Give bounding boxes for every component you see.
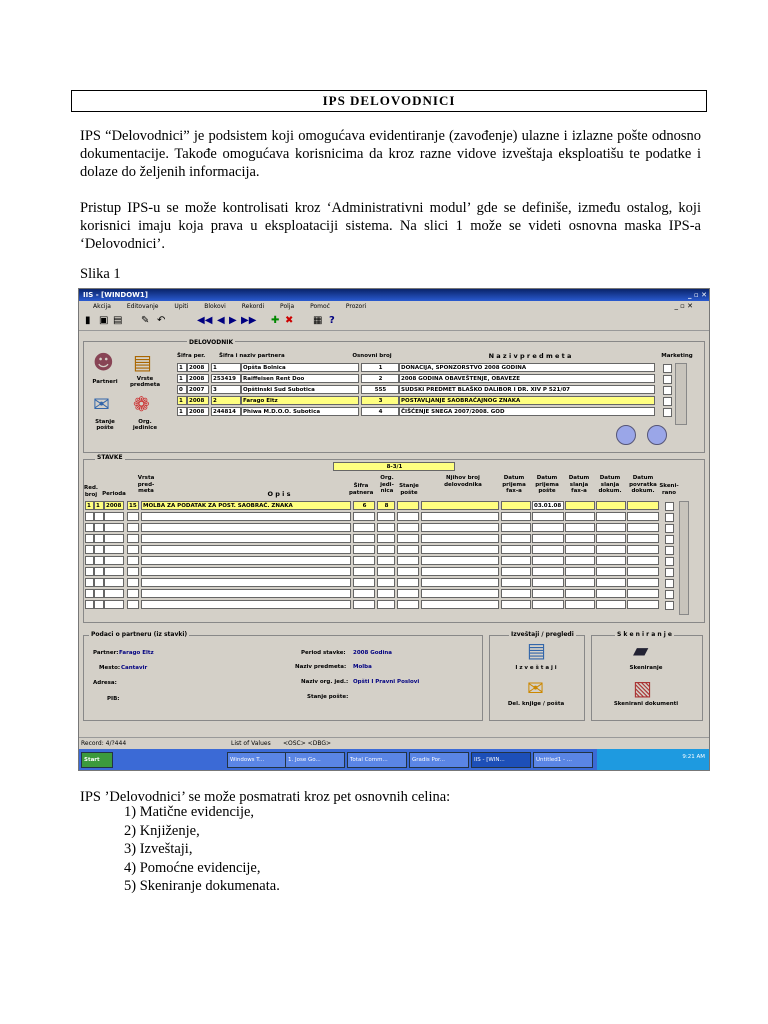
stavka-datum-povratka[interactable] <box>627 501 659 510</box>
stavka-stanje[interactable] <box>397 589 419 598</box>
stavka-sifra[interactable] <box>353 512 375 521</box>
stavka-datum-prijema-poste[interactable] <box>532 534 564 543</box>
mesto-value: Cantavir <box>121 665 148 671</box>
hdr-perioda: Perioda <box>102 491 126 497</box>
row-flag[interactable]: 1 <box>177 396 187 405</box>
list-item: 1) Matične evidencije, <box>124 804 255 820</box>
row-flag[interactable]: 1 <box>177 374 187 383</box>
stavka-datum-slanja-dokum[interactable] <box>596 556 626 565</box>
stavka-sifra[interactable] <box>353 567 375 576</box>
window-title-bar <box>79 289 709 301</box>
row-partner-code[interactable]: 3 <box>211 385 241 394</box>
stavka-broj[interactable] <box>94 545 104 554</box>
hdr-njihov-broj: Njihov broj delovodnika <box>444 475 482 488</box>
row-flag[interactable]: 1 <box>177 407 187 416</box>
celine-list <box>124 803 280 896</box>
taskbar-item[interactable]: Total Comm... <box>347 752 407 768</box>
stavka-broj[interactable] <box>94 589 104 598</box>
stavka-datum-prijema-poste[interactable] <box>532 567 564 576</box>
podaci-title: Podaci o partneru (iz stavki) <box>91 631 188 638</box>
stavka-vrsta[interactable] <box>127 556 139 565</box>
stavka-opis[interactable] <box>141 512 351 521</box>
stavka-broj[interactable]: 1 <box>94 501 104 510</box>
stavka-datum-slanja-dokum[interactable] <box>596 600 626 609</box>
taskbar <box>79 749 709 770</box>
osc-dbg: <OSC> <DBG> <box>283 740 332 747</box>
stavka-opis[interactable] <box>141 534 351 543</box>
stavke-scrollbar[interactable] <box>679 501 689 615</box>
stavka-datum-povratka[interactable] <box>627 600 659 609</box>
pib-label: PIB: <box>107 696 120 702</box>
exit-icon[interactable]: ▮ <box>85 315 91 326</box>
delovodnik-scrollbar[interactable] <box>675 363 687 425</box>
row-partner-code[interactable]: 2 <box>211 396 241 405</box>
stavka-datum-prijema-poste[interactable] <box>532 523 564 532</box>
status-bar <box>79 737 709 749</box>
query-icon[interactable]: ▦ <box>313 315 323 326</box>
stavka-datum-slanja-fax[interactable] <box>565 534 595 543</box>
prev-record-icon[interactable]: ◀ <box>217 315 225 326</box>
insert-record-icon[interactable]: ✚ <box>271 315 280 326</box>
row-osnovni-broj[interactable]: 555 <box>361 385 399 394</box>
stavka-broj[interactable] <box>94 600 104 609</box>
stavka-sifra[interactable] <box>353 600 375 609</box>
marketing-checkbox[interactable] <box>663 375 672 384</box>
partners-icon[interactable]: ☻ <box>93 350 114 374</box>
hdr-red-broj: Red. broj <box>84 485 98 498</box>
izvestaji-button[interactable]: I z v e š t a j i <box>515 665 557 671</box>
stavka-vrsta[interactable] <box>127 534 139 543</box>
hdr-partner: Šifra i naziv partnera <box>219 353 285 359</box>
stavka-red[interactable] <box>85 556 94 565</box>
stavka-datum-slanja-fax[interactable] <box>565 578 595 587</box>
skenirano-checkbox[interactable] <box>665 502 674 511</box>
skenirano-checkbox[interactable] <box>665 557 674 566</box>
stavka-stanje[interactable] <box>397 512 419 521</box>
stavka-datum-prijema-fax[interactable] <box>501 567 531 576</box>
hdr-datum-prijema-fax: Datum prijema fax-a <box>502 475 526 494</box>
stavka-org[interactable]: 8 <box>377 501 395 510</box>
figure-caption: Slika 1 <box>80 266 121 282</box>
row-partner-name[interactable]: Raiffeisen Rent Doo <box>241 374 359 383</box>
hdr-datum-slanja-dokum: Datum slanja dokum. <box>598 475 622 494</box>
record-indicator: Record: 4/?444 <box>81 740 127 747</box>
stavka-datum-slanja-fax[interactable] <box>565 545 595 554</box>
stavka-red[interactable] <box>85 523 94 532</box>
stavka-stanje[interactable] <box>397 556 419 565</box>
row-partner-name[interactable]: Farago Eltz <box>241 396 359 405</box>
row-flag[interactable]: 1 <box>177 363 187 372</box>
stavka-perioda[interactable] <box>104 556 124 565</box>
scanner-icon[interactable]: ▰ <box>633 638 649 662</box>
marketing-checkbox[interactable] <box>663 386 672 395</box>
stavka-broj[interactable] <box>94 578 104 587</box>
marketing-checkbox[interactable] <box>663 397 672 406</box>
skenirano-checkbox[interactable] <box>665 546 674 555</box>
stavka-perioda[interactable] <box>104 567 124 576</box>
skenirani-dokumenti-button[interactable]: Skenirani dokumenti <box>613 701 679 707</box>
stavka-red[interactable] <box>85 512 94 521</box>
stavka-vrsta[interactable] <box>127 589 139 598</box>
stavka-vrsta[interactable] <box>127 600 139 609</box>
skeniranje-button[interactable]: Skeniranje <box>629 665 663 671</box>
next-record-icon[interactable]: ▶ <box>229 315 237 326</box>
stavka-datum-prijema-fax[interactable] <box>501 556 531 565</box>
stavka-perioda[interactable] <box>104 589 124 598</box>
stavka-stanje[interactable] <box>397 600 419 609</box>
stavka-datum-prijema-fax[interactable] <box>501 600 531 609</box>
stavka-datum-povratka[interactable] <box>627 512 659 521</box>
stanje-poste-field-label: Stanje pošte: <box>307 694 349 700</box>
clock: 9:21 AM <box>682 754 705 760</box>
document-types-icon[interactable]: ▤ <box>133 350 152 374</box>
list-item: 4) Pomoćne evidencije, <box>124 859 261 876</box>
stavka-sifra[interactable]: 6 <box>353 501 375 510</box>
stavka-sifra[interactable] <box>353 556 375 565</box>
stavka-datum-prijema-poste[interactable] <box>532 556 564 565</box>
stavka-opis[interactable] <box>141 545 351 554</box>
marketing-checkbox[interactable] <box>663 364 672 373</box>
stavka-org[interactable] <box>377 512 395 521</box>
stavka-datum-slanja-dokum[interactable] <box>596 501 626 510</box>
stavka-red[interactable] <box>85 567 94 576</box>
list-item: 3) Izveštaji, <box>124 841 193 857</box>
stavka-datum-povratka[interactable] <box>627 589 659 598</box>
row-naziv-predmeta[interactable]: POSTAVLJANJE SAOBRAĆAJNOG ZNAKA <box>399 396 655 405</box>
list-item: 5) Skeniranje dokumenata. <box>124 878 280 894</box>
stavka-njihov-broj[interactable] <box>421 545 499 554</box>
stavka-vrsta[interactable] <box>127 545 139 554</box>
stavka-datum-slanja-fax[interactable] <box>565 600 595 609</box>
podaci-panel <box>83 635 483 721</box>
stavka-sifra[interactable] <box>353 578 375 587</box>
stavka-perioda[interactable] <box>104 600 124 609</box>
menu-item-rekordi[interactable]: Rekordi <box>241 303 265 310</box>
taskbar-item[interactable]: Windows T... <box>227 752 287 768</box>
stavka-vrsta[interactable] <box>127 578 139 587</box>
taskbar-item[interactable]: 1. Jose Go... <box>285 752 345 768</box>
row-naziv-predmeta[interactable]: ČIŠĆENJE SNEGA 2007/2008. GOD <box>399 407 655 416</box>
stavka-red[interactable] <box>85 578 94 587</box>
stavka-opis[interactable] <box>141 556 351 565</box>
stavka-red[interactable] <box>85 589 94 598</box>
stavka-broj[interactable] <box>94 556 104 565</box>
row-partner-name[interactable]: Phiwa M.D.O.O. Subotica <box>241 407 359 416</box>
naziv-predmeta-label: Naziv predmeta: <box>295 664 347 670</box>
stavka-org[interactable] <box>377 534 395 543</box>
row-year[interactable]: 2008 <box>187 374 209 383</box>
stavka-datum-slanja-dokum[interactable] <box>596 534 626 543</box>
marketing-checkbox[interactable] <box>663 408 672 417</box>
skenirano-checkbox[interactable] <box>665 524 674 533</box>
stavka-njihov-broj[interactable] <box>421 556 499 565</box>
partneri-label: Partneri <box>92 379 118 385</box>
del-knjige-button[interactable]: Del. knjige / pošta <box>507 701 565 707</box>
stavka-njihov-broj[interactable] <box>421 600 499 609</box>
stavka-org[interactable] <box>377 600 395 609</box>
window-controls[interactable]: _ ▫ ✕ <box>688 291 707 299</box>
hdr-datum-prijema-poste: Datum prijema pošte <box>535 475 559 494</box>
menu-bar <box>79 301 709 312</box>
stavka-org[interactable] <box>377 567 395 576</box>
stavka-datum-prijema-fax[interactable] <box>501 501 531 510</box>
row-partner-code[interactable]: 253419 <box>211 374 241 383</box>
hdr-osnovni-broj: Osnovni broj <box>352 353 392 359</box>
stavka-datum-povratka[interactable] <box>627 578 659 587</box>
skenirano-checkbox[interactable] <box>665 590 674 599</box>
stavka-datum-prijema-fax[interactable] <box>501 534 531 543</box>
stavka-datum-slanja-dokum[interactable] <box>596 567 626 576</box>
stavka-datum-povratka[interactable] <box>627 545 659 554</box>
hdr-stanje-poste: Stanje pošte <box>399 483 419 496</box>
stavka-datum-slanja-dokum[interactable] <box>596 589 626 598</box>
row-osnovni-broj[interactable]: 2 <box>361 374 399 383</box>
skenirano-checkbox[interactable] <box>665 568 674 577</box>
stavke-number: 8-3/1 <box>333 462 455 471</box>
adresa-label: Adresa: <box>93 680 117 686</box>
intro-paragraph: IPS “Delovodnici” je podsistem koji omogućava evidentiranje (zavođenje) ulazne i izlazne pošte odnosno dokumentacije. Takođe omogućava korisnicima da kroz razne vidove izveštaja eksploatišu te podatke i dolaze do željenih informacija. <box>80 128 701 180</box>
period-stavke-label: Period stavke: <box>301 650 346 656</box>
list-item: 2) Knjiženje, <box>124 822 200 839</box>
mesto-label: Mesto: <box>99 665 121 671</box>
stavka-sifra[interactable] <box>353 545 375 554</box>
izvestaji-title: Izveštaji / pregledi <box>511 631 574 638</box>
stavka-org[interactable] <box>377 589 395 598</box>
stavka-opis[interactable] <box>141 523 351 532</box>
stavka-perioda[interactable] <box>104 523 124 532</box>
naziv-predmeta-value: Molba <box>353 664 372 670</box>
stavka-datum-prijema-poste[interactable]: 03.01.08 <box>532 501 564 510</box>
row-naziv-predmeta[interactable]: DONACIJA, SPONZORSTVO 2008 GODINA <box>399 363 655 372</box>
menu-item-pomoc[interactable]: Pomoć <box>310 303 330 310</box>
stavka-perioda[interactable]: 2008 <box>104 501 124 510</box>
naziv-org-jed-label: Naziv org. jed.: <box>301 679 349 685</box>
hdr-sifra-patnera: Šifra patnera <box>349 483 374 496</box>
stavka-stanje[interactable] <box>397 567 419 576</box>
stavka-org[interactable] <box>377 545 395 554</box>
stavka-broj[interactable] <box>94 534 104 543</box>
skenirano-checkbox[interactable] <box>665 535 674 544</box>
stavka-njihov-broj[interactable] <box>421 501 499 510</box>
skenirano-checkbox[interactable] <box>665 601 674 610</box>
stavka-datum-prijema-poste[interactable] <box>532 545 564 554</box>
delete-record-icon[interactable]: ✖ <box>285 315 294 326</box>
stavka-njihov-broj[interactable] <box>421 534 499 543</box>
stavka-opis[interactable]: MOLBA ZA PODATAK ZA POST. SAOBRAĆ. ZNAKA <box>141 501 351 510</box>
stavka-perioda[interactable] <box>104 545 124 554</box>
stavka-datum-povratka[interactable] <box>627 556 659 565</box>
stavka-perioda[interactable] <box>104 512 124 521</box>
stavka-datum-povratka[interactable] <box>627 567 659 576</box>
stavka-broj[interactable] <box>94 567 104 576</box>
stavka-njihov-broj[interactable] <box>421 578 499 587</box>
stavka-datum-slanja-fax[interactable] <box>565 501 595 510</box>
period-stavke-value: 2008 Godina <box>353 650 392 656</box>
hdr-skenirano: Skeni-rano <box>659 483 679 496</box>
menu-item-prozori[interactable]: Prozori <box>345 303 367 310</box>
row-partner-name[interactable]: Opšta Bolnica <box>241 363 359 372</box>
mdi-controls[interactable]: _ ▫ ✕ <box>674 302 693 310</box>
stavka-opis[interactable] <box>141 600 351 609</box>
row-osnovni-broj[interactable]: 4 <box>361 407 399 416</box>
row-partner-code[interactable]: 1 <box>211 363 241 372</box>
stavka-red[interactable] <box>85 534 94 543</box>
hdr-opis: O p i s <box>267 490 291 498</box>
stavka-datum-povratka[interactable] <box>627 534 659 543</box>
stavka-datum-slanja-dokum[interactable] <box>596 545 626 554</box>
org-jedinice-label: Org. jedinice <box>132 419 158 431</box>
menu-item-blokovi[interactable]: Blokovi <box>204 303 226 310</box>
prev-page-icon[interactable] <box>616 425 636 445</box>
hdr-org-jedinica: Org. jedi-nica <box>380 475 394 494</box>
stavka-datum-povratka[interactable] <box>627 523 659 532</box>
stavka-datum-prijema-poste[interactable] <box>532 589 564 598</box>
hdr-naziv-predmeta: N a z i v p r e d m e t a <box>488 352 572 360</box>
taskbar-item[interactable]: Untitled1 - ... <box>533 752 593 768</box>
row-year[interactable]: 2008 <box>187 396 209 405</box>
app-screenshot <box>78 288 710 771</box>
stavka-datum-slanja-fax[interactable] <box>565 556 595 565</box>
edit-icon[interactable]: ✎ <box>141 315 150 326</box>
stavke-title: STAVKE <box>97 454 123 461</box>
naziv-org-jed-value: Opšti I Pravni Poslovi <box>353 679 420 685</box>
stavka-datum-prijema-fax[interactable] <box>501 589 531 598</box>
menu-item-akcija[interactable]: Akcija <box>93 303 111 310</box>
partner-value: Farago Eltz <box>119 650 154 656</box>
access-paragraph: Pristup IPS-u se može kontrolisati kroz ‘Administrativni modul’ gde se definiše, između ostalog, koji korisnici imaju koja prava u eksploataciji sistema. Na slici 1 može se videti osnovna maska IPS-a ‘Delovodnici’. <box>80 200 701 252</box>
taskbar-item[interactable]: Gradis Por... <box>409 752 469 768</box>
row-partner-name[interactable]: Opštinski Sud Subotica <box>241 385 359 394</box>
stavka-red[interactable] <box>85 600 94 609</box>
stavka-datum-slanja-fax[interactable] <box>565 523 595 532</box>
stavka-datum-prijema-fax[interactable] <box>501 512 531 521</box>
toolbar <box>79 312 709 331</box>
reports-icon[interactable]: ▤ <box>527 638 546 662</box>
stavka-stanje[interactable] <box>397 501 419 510</box>
scanned-docs-icon[interactable]: ▧ <box>633 676 652 700</box>
stavka-sifra[interactable] <box>353 534 375 543</box>
stavka-njihov-broj[interactable] <box>421 589 499 598</box>
stavka-njihov-broj[interactable] <box>421 567 499 576</box>
save-icon[interactable]: ▣ <box>99 315 109 326</box>
row-flag[interactable]: 0 <box>177 385 187 394</box>
menu-item-editovanje[interactable]: Editovanje <box>126 303 159 310</box>
stavka-datum-slanja-dokum[interactable] <box>596 523 626 532</box>
stavka-njihov-broj[interactable] <box>421 523 499 532</box>
row-year[interactable]: 2008 <box>187 407 209 416</box>
help-icon[interactable]: ? <box>329 315 335 326</box>
stavka-datum-slanja-dokum[interactable] <box>596 512 626 521</box>
stavka-stanje[interactable] <box>397 578 419 587</box>
mail-status-icon[interactable]: ✉ <box>93 392 110 416</box>
hdr-sifra-per: Šifra per. <box>177 353 206 359</box>
undo-icon[interactable]: ↶ <box>157 315 166 326</box>
stavka-red[interactable] <box>85 545 94 554</box>
last-record-icon[interactable]: ▶▶ <box>241 315 257 326</box>
stavka-opis[interactable] <box>141 589 351 598</box>
stavka-red[interactable]: 1 <box>85 501 94 510</box>
row-osnovni-broj[interactable]: 1 <box>361 363 399 372</box>
hdr-vrsta-predmeta: Vrsta pred-meta <box>137 475 155 494</box>
row-partner-code[interactable]: 244814 <box>211 407 241 416</box>
stavka-sifra[interactable] <box>353 523 375 532</box>
system-tray <box>597 749 709 770</box>
stavka-broj[interactable] <box>94 512 104 521</box>
stavka-broj[interactable] <box>94 523 104 532</box>
window-title: IIS - [WINDOW1] <box>83 291 148 299</box>
stavka-datum-prijema-poste[interactable] <box>532 578 564 587</box>
stavka-datum-slanja-dokum[interactable] <box>596 578 626 587</box>
stavka-vrsta[interactable] <box>127 523 139 532</box>
stavka-opis[interactable] <box>141 578 351 587</box>
stavka-stanje[interactable] <box>397 523 419 532</box>
stavka-org[interactable] <box>377 578 395 587</box>
stavka-vrsta[interactable] <box>127 567 139 576</box>
stavka-datum-prijema-fax[interactable] <box>501 545 531 554</box>
row-naziv-predmeta[interactable]: 2008 GODINA OBAVEŠTENJE, OBAVEZE <box>399 374 655 383</box>
stavka-datum-slanja-fax[interactable] <box>565 589 595 598</box>
stavka-njihov-broj[interactable] <box>421 512 499 521</box>
stavka-stanje[interactable] <box>397 545 419 554</box>
stavka-datum-prijema-fax[interactable] <box>501 578 531 587</box>
first-record-icon[interactable]: ◀◀ <box>197 315 213 326</box>
stavka-perioda[interactable] <box>104 578 124 587</box>
skenirano-checkbox[interactable] <box>665 579 674 588</box>
skenirano-checkbox[interactable] <box>665 513 674 522</box>
row-naziv-predmeta[interactable]: SUDSKI PREDMET BLAŠKO DALIBOR I DR. XIV P 521/07 <box>399 385 655 394</box>
row-osnovni-broj[interactable]: 3 <box>361 396 399 405</box>
print-icon[interactable]: ▤ <box>113 315 123 326</box>
next-page-icon[interactable] <box>647 425 667 445</box>
menu-item-upiti[interactable]: Upiti <box>174 303 189 310</box>
org-units-icon[interactable]: ❁ <box>133 392 150 416</box>
delovodnik-title: DELOVODNIK <box>189 339 234 346</box>
stavka-datum-slanja-fax[interactable] <box>565 567 595 576</box>
hdr-datum-povratka: Datum povratka dokum. <box>629 475 657 494</box>
row-year[interactable]: 2008 <box>187 363 209 372</box>
stavka-datum-prijema-poste[interactable] <box>532 512 564 521</box>
stavka-datum-slanja-fax[interactable] <box>565 512 595 521</box>
list-of-values: List of Values <box>231 740 271 747</box>
stavka-org[interactable] <box>377 523 395 532</box>
delivery-book-icon[interactable]: ✉ <box>527 676 544 700</box>
start-button[interactable]: Start <box>81 752 113 768</box>
page-title: IPS DELOVODNICI <box>71 90 707 112</box>
hdr-marketing: Marketing <box>661 353 693 359</box>
stavka-opis[interactable] <box>141 567 351 576</box>
stanje-poste-label: Stanje pošte <box>95 419 115 431</box>
stavka-datum-prijema-fax[interactable] <box>501 523 531 532</box>
hdr-datum-slanja-fax: Datum slanja fax-a <box>568 475 590 494</box>
menu-item-polja[interactable]: Polja <box>280 303 295 310</box>
row-year[interactable]: 2007 <box>187 385 209 394</box>
taskbar-item[interactable]: IIS - [WIN... <box>471 752 531 768</box>
vrste-predmeta-label: Vrste predmeta <box>129 376 161 388</box>
stavka-sifra[interactable] <box>353 589 375 598</box>
stavka-vrsta[interactable]: 15 <box>127 501 139 510</box>
skeniranje-title: S k e n i r a n j e <box>617 631 672 638</box>
partner-label: Partner: <box>93 650 119 656</box>
stavka-org[interactable] <box>377 556 395 565</box>
stavka-stanje[interactable] <box>397 534 419 543</box>
stavka-datum-prijema-poste[interactable] <box>532 600 564 609</box>
celine-intro: IPS ’Delovodnici’ se može posmatrati kroz pet osnovnih celina: <box>80 789 451 805</box>
stavka-perioda[interactable] <box>104 534 124 543</box>
stavka-vrsta[interactable] <box>127 512 139 521</box>
